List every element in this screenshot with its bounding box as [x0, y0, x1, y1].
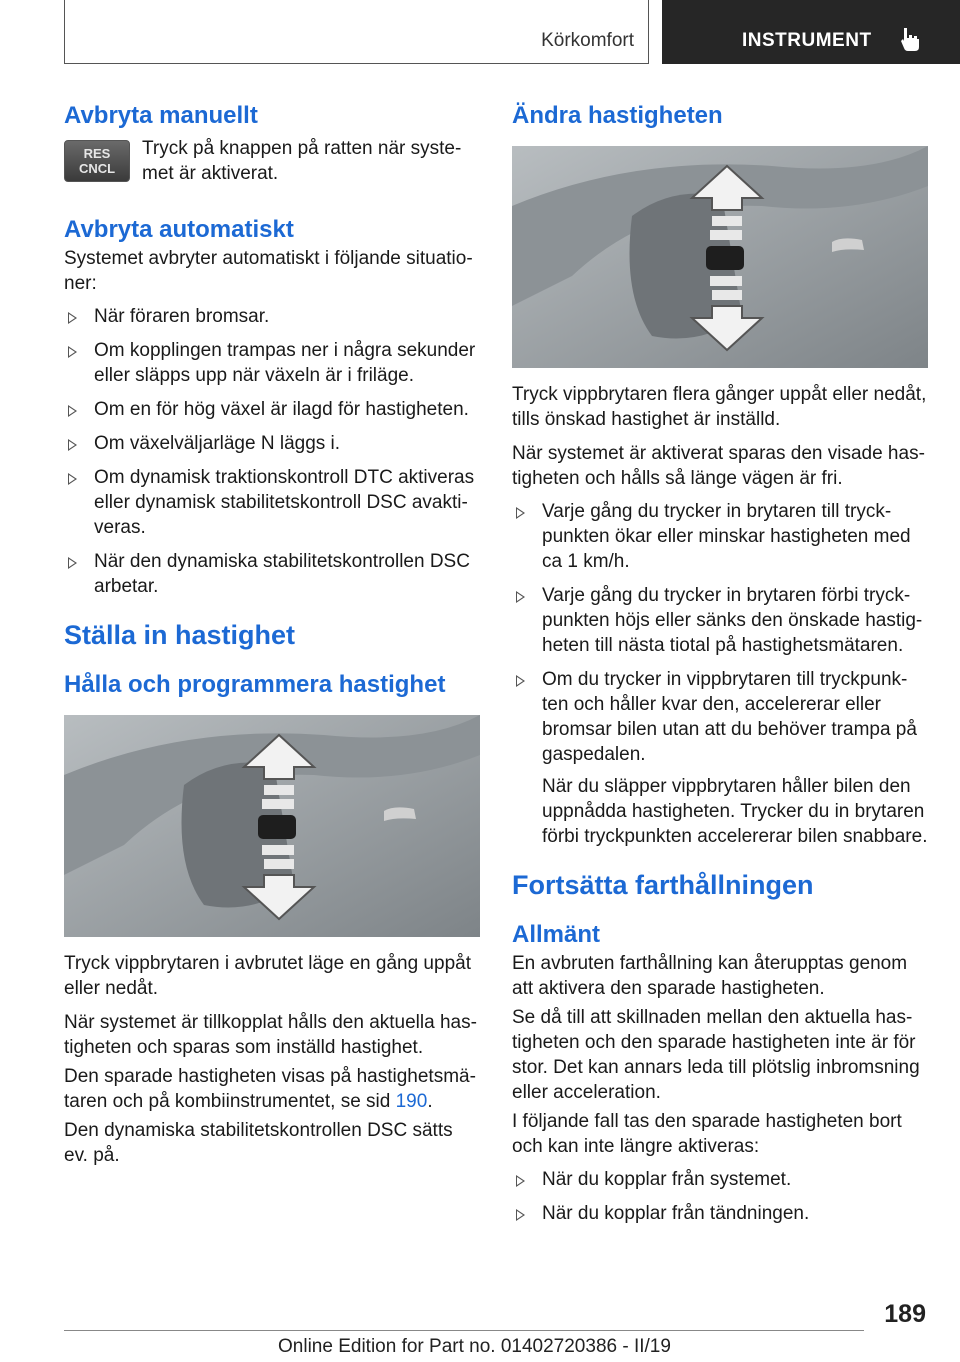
footer-rule: [64, 1330, 864, 1331]
list-item: När du kopplar från tändningen.: [512, 1201, 928, 1226]
heading-general: Allmänt: [512, 921, 601, 948]
heading-cancel-manual: Avbryta manuellt: [64, 102, 258, 129]
list-item: När den dynamiska stabilitetskontrollen DSC arbetar.: [64, 549, 480, 599]
section-tab[interactable]: [662, 0, 960, 64]
general-p3: I följande fall tas den sparade hastigheten bort och kan inte längre aktiveras:: [512, 1111, 902, 1157]
pointing-hand-icon: [898, 26, 922, 52]
general-list: [512, 1167, 928, 1226]
change-p2: När systemet är aktiverat sparas den visade has-tigheten och hålls så länge vägen är fri.: [512, 443, 925, 489]
steering-wheel-illustration: [64, 715, 480, 937]
steering-wheel-illustration-2: [512, 146, 928, 368]
change-list: [512, 499, 928, 767]
section-tab-label: INSTRUMENT: [742, 30, 872, 51]
hold-p3: [64, 1064, 480, 1114]
hold-p3-end: .: [427, 1091, 433, 1112]
header-separator: [648, 0, 649, 64]
chapter-title: Körkomfort: [541, 30, 634, 51]
change-item3-sub: När du släpper vippbrytaren håller bilen den uppnådda hastigheten. Trycker du in brytaren förbi tryckpunkten accelererar bilen snabbare.: [542, 776, 928, 847]
left-column: [64, 100, 480, 1168]
list-item: Om dynamisk traktionskontroll DTC aktiveras eller dynamisk stabilitetskontroll DSC avakti-veras.: [64, 465, 480, 540]
page-number: 189: [884, 1300, 926, 1328]
heading-change-speed: Ändra hastigheten: [512, 102, 723, 129]
header-bottom-rule: [64, 63, 648, 64]
general-p1: En avbruten farthållning kan återupptas genom att aktivera den sparade hastigheten.: [512, 953, 908, 999]
hold-p4: Den dynamiska stabilitetskontrollen DSC sätts ev. på.: [64, 1120, 453, 1166]
list-item: Varje gång du trycker in brytaren förbi tryck-punkten höjs eller sänks den önskade hastig-heten till nästa tiotal på hastighetsmätaren.: [512, 583, 928, 658]
steering-wheel-rocker-image-2: [512, 146, 928, 368]
cncl-label: CNCL: [78, 161, 116, 176]
page-link-190[interactable]: 190: [395, 1091, 428, 1112]
right-column: [512, 100, 928, 1235]
cancel-manual-text: Tryck på knappen på ratten när syste-met är aktiverat.: [142, 138, 462, 184]
res-label: RES: [83, 146, 111, 161]
list-item: Om en för hög växel är ilagd för hastigheten.: [64, 397, 480, 422]
hold-p3-text: Den sparade hastigheten visas på hastighetsmä-taren och på kombiinstrumentet, se sid: [64, 1066, 476, 1112]
general-p2: Se då till att skillnaden mellan den aktuella has-tigheten och den sparade hastigheten inte är för stor. Det kan annars leda till plötslig inbromsning eller acceleration.: [512, 1007, 920, 1103]
heading-hold-program: Hålla och programmera hastighet: [64, 671, 446, 698]
cancel-auto-list: [64, 304, 480, 599]
list-item: När du kopplar från systemet.: [512, 1167, 928, 1192]
steering-wheel-rocker-image: [64, 715, 480, 937]
res-cncl-button-icon: [64, 140, 130, 182]
res-cncl-row: [64, 136, 480, 186]
list-item: Varje gång du trycker in brytaren till tryck-punkten ökar eller minskar hastigheten med ca 1 km/h.: [512, 499, 928, 574]
list-item: När föraren bromsar.: [64, 304, 480, 329]
heading-cancel-auto: Avbryta automatiskt: [64, 216, 294, 243]
list-item: Om kopplingen trampas ner i några sekunder eller släpps upp när växeln är i friläge.: [64, 338, 480, 388]
cancel-auto-intro: Systemet avbryter automatiskt i följande situatio-ner:: [64, 248, 473, 294]
hold-p1: Tryck vippbrytaren i avbrutet läge en gång uppåt eller nedåt.: [64, 953, 471, 999]
heading-resume: Fortsätta farthållningen: [512, 870, 814, 900]
list-item: Om du trycker in vippbrytaren till tryckpunk-ten och håller kvar den, accelererar eller bromsar bilen utan att du behöver trampa på gaspedalen.: [512, 667, 928, 767]
heading-set-speed: Ställa in hastighet: [64, 620, 296, 650]
list-item: Om växelväljarläge N läggs i.: [64, 431, 480, 456]
edition-text: Online Edition for Part no. 01402720386 - II/19: [278, 1336, 671, 1357]
header-left-rule: [64, 0, 65, 64]
change-p1: Tryck vippbrytaren flera gånger uppåt eller nedåt, tills önskad hastighet är inställd.: [512, 384, 927, 430]
hold-p2: När systemet är tillkopplat hålls den aktuella has-tigheten och sparas som inställd hastighet.: [64, 1012, 477, 1058]
